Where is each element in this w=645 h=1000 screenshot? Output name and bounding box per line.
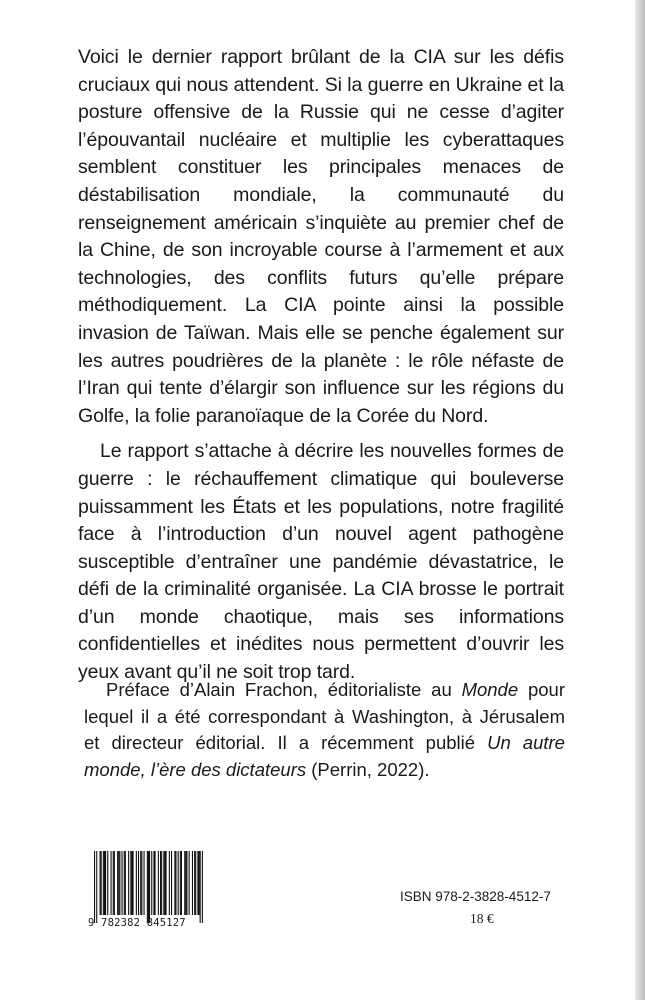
barcode-bar [194, 851, 195, 915]
barcode-bar [141, 851, 142, 915]
barcode-bar [169, 851, 170, 915]
barcode-digits: 9 782382 845127 [88, 917, 186, 929]
barcode-bar [158, 851, 159, 915]
newspaper-title: Monde [461, 679, 519, 700]
barcode-bar [185, 851, 186, 915]
blurb-paragraph-2: Le rapport s’attache à décrire les nouvelles formes de guerre : le réchauffement climatique qui bouleverse puissamment les États et les populations, notre fragilité face à l’introduction d’un nouvel agent pathogène susceptible d’entraîner une pandémie dévastatrice, le défi de la criminalité organisée. La CIA brosse le portrait d’un monde chaotique, mais ses informations confidentielles et inédites nous permettent d’ouvrir les yeux avant qu’il ne soit trop tard. [78, 440, 564, 684]
barcode-bar [151, 851, 152, 915]
barcode-bar [111, 851, 112, 915]
barcode-bar [144, 851, 145, 915]
barcode-bar [153, 851, 154, 915]
barcode-bar [181, 851, 182, 915]
barcode-bar [105, 851, 106, 915]
barcode-bar [184, 851, 185, 915]
barcode-bar [131, 851, 132, 915]
barcode-bar [107, 851, 108, 915]
preface-text-2: pour lequel il a été correspondant à Washington, à Jérusalem et directeur éditorial. Il a récemment publié [84, 679, 565, 753]
barcode-bar [174, 851, 175, 915]
barcode-bar [117, 851, 118, 915]
barcode-bar [155, 851, 156, 915]
barcode-bar [186, 851, 187, 915]
barcode-bar [104, 851, 105, 915]
barcode-bar [195, 851, 196, 915]
barcode-bar [136, 851, 137, 915]
barcode-bar [147, 851, 148, 923]
barcode-bar [113, 851, 114, 915]
barcode-bar [161, 851, 162, 915]
preface-text-1: Préface d’Alain Frachon, éditorialiste au [106, 679, 462, 700]
barcode-bar [166, 851, 167, 915]
barcode-bar [189, 851, 190, 915]
barcode-bar [164, 851, 165, 915]
isbn-number: ISBN 978-2-3828-4512-7 [400, 889, 551, 904]
barcode-bar [130, 851, 131, 915]
barcode-icon [88, 851, 204, 925]
barcode-bar [94, 851, 95, 923]
barcode-bar [202, 851, 203, 923]
barcode-bar [125, 851, 126, 915]
barcode-bar [163, 851, 164, 915]
barcode-bar [197, 851, 198, 915]
barcode-bar [140, 851, 141, 915]
barcode-bar [149, 851, 150, 923]
barcode-bar [192, 851, 193, 915]
blurb-text [78, 44, 564, 687]
barcode-bar [133, 851, 134, 915]
barcode-bar [171, 851, 172, 915]
book-title: Un autre monde, l’ère des dictateurs [84, 732, 565, 780]
preface-paragraph [84, 677, 565, 783]
barcode-bar [200, 851, 201, 923]
barcode-bar [138, 851, 139, 915]
preface-text-3: (Perrin, 2022). [306, 758, 430, 780]
barcode-bar [100, 851, 101, 915]
barcode-bar [160, 851, 161, 915]
barcode [88, 851, 204, 933]
barcode-bar [124, 851, 125, 915]
barcode-bar [175, 851, 176, 915]
price-label: 18 € [470, 911, 494, 926]
barcode-bar [178, 851, 179, 915]
barcode-bar [118, 851, 119, 915]
barcode-bar [119, 851, 120, 915]
barcode-bar [122, 851, 123, 915]
barcode-bar [199, 851, 200, 915]
barcode-bar [114, 851, 115, 915]
preface-note [84, 677, 565, 783]
blurb-paragraph-1: Voici le dernier rapport brûlant de la CIA sur les défis cruciaux qui nous attendent. Si la guerre en Ukraine et la posture offensive de la Russie qui ne cesse d’agiter l’épouvantail nucléaire et multiplie les cyberattaques semblent constituer les principales menaces de déstabilisation mondiale, la communauté du renseignement américain s’inquiète au premier chef de la Chine, de son incroyable course à l’armement et aux technologies, des conflits futurs qu’elle prépare méthodiquement. La CIA pointe ainsi la possible invasion de Taïwan. Mais elle se penche également sur les autres poudrières de la planète : le rôle néfaste de l’Iran qui tente d’élargir son influence sur les régions du Golfe, la folie paranoïaque de la Corée du Nord. [78, 46, 564, 427]
barcode-bar [103, 851, 104, 915]
barcode-bar [148, 851, 149, 923]
barcode-bar [180, 851, 181, 915]
page-edge [635, 0, 645, 1000]
barcode-bar [101, 851, 102, 915]
barcode-bar [96, 851, 97, 923]
barcode-bar [128, 851, 129, 915]
